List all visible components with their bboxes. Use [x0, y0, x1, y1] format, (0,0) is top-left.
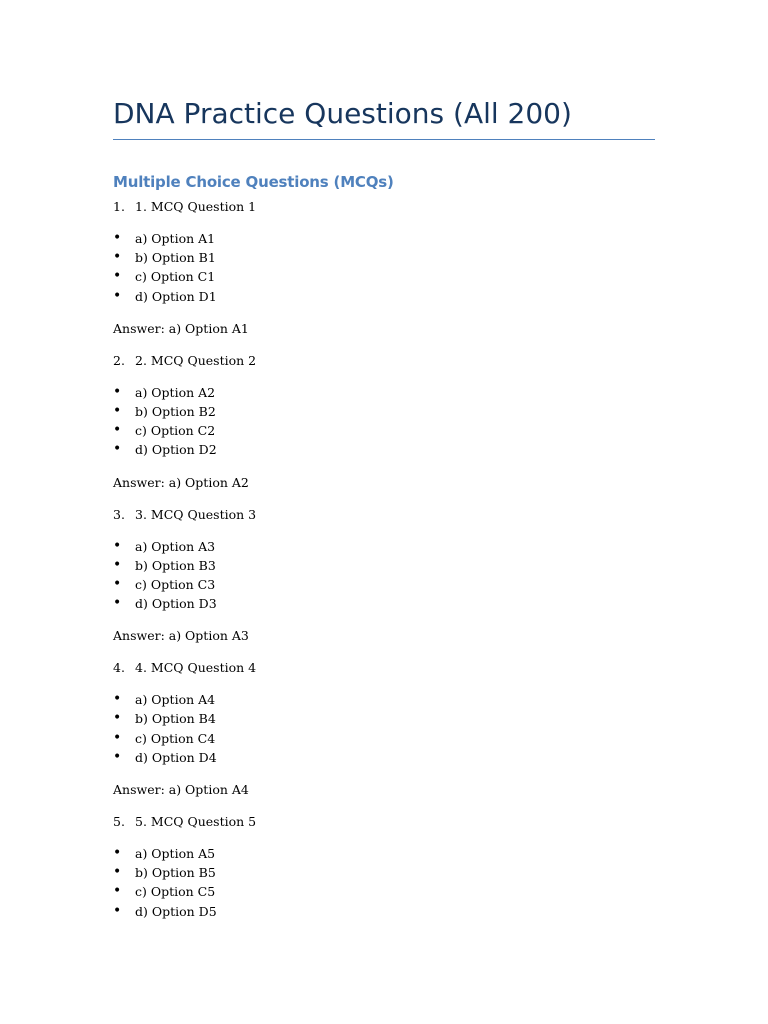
option-item — [113, 383, 673, 402]
question-line — [113, 197, 673, 216]
bullet-icon: • — [113, 729, 122, 746]
option-item — [113, 402, 673, 421]
question-item — [113, 197, 673, 338]
bullet-icon: • — [113, 287, 122, 304]
answer-line: Answer: a) Option A2 — [113, 474, 249, 490]
option-text: d) Option D2 — [135, 442, 217, 458]
bullet-icon: • — [113, 883, 122, 900]
question-item — [113, 658, 673, 799]
option-item — [113, 575, 673, 594]
option-item — [113, 882, 673, 901]
option-item — [113, 709, 673, 728]
option-text: a) Option A4 — [135, 692, 216, 708]
option-item — [113, 748, 673, 767]
option-item — [113, 690, 673, 709]
option-item — [113, 229, 673, 248]
question-line — [113, 812, 673, 831]
option-text: d) Option D3 — [135, 596, 217, 612]
option-text: c) Option C5 — [135, 884, 216, 900]
bullet-icon: • — [113, 422, 122, 439]
bullet-icon: • — [113, 575, 122, 592]
bullet-icon: • — [113, 748, 122, 765]
bullet-icon: • — [113, 595, 122, 612]
option-item — [113, 440, 673, 459]
option-text: c) Option C4 — [135, 730, 216, 746]
option-item — [113, 537, 673, 556]
option-text: b) Option B4 — [135, 711, 216, 727]
answer-line: Answer: a) Option A1 — [113, 320, 249, 336]
option-text: b) Option B3 — [135, 557, 216, 573]
option-list — [113, 537, 673, 614]
bullet-icon: • — [113, 537, 122, 554]
bullet-icon: • — [113, 902, 122, 919]
bullet-icon: • — [113, 383, 122, 400]
question-number: 2. — [113, 352, 125, 368]
option-text: c) Option C2 — [135, 423, 216, 439]
bullet-icon: • — [113, 441, 122, 458]
document-title: DNA Practice Questions (All 200) — [113, 97, 572, 130]
answer-line: Answer: a) Option A3 — [113, 628, 249, 644]
bullet-icon: • — [113, 845, 122, 861]
option-list — [113, 844, 673, 921]
option-item — [113, 267, 673, 286]
option-text: a) Option A2 — [135, 384, 216, 400]
title-underline-rule — [113, 139, 655, 140]
option-text: d) Option D5 — [135, 903, 217, 919]
question-number: 3. — [113, 506, 125, 522]
question-item — [113, 812, 673, 921]
question-line — [113, 351, 673, 370]
question-text: 4. MCQ Question 4 — [135, 660, 257, 676]
option-text: b) Option B1 — [135, 250, 216, 266]
option-item — [113, 902, 673, 921]
option-item — [113, 844, 673, 863]
bullet-icon: • — [113, 249, 122, 266]
option-item — [113, 421, 673, 440]
option-text: c) Option C3 — [135, 576, 216, 592]
option-text: a) Option A1 — [135, 231, 216, 246]
question-list — [113, 197, 673, 921]
bullet-icon: • — [113, 556, 122, 573]
question-text: 3. MCQ Question 3 — [135, 506, 257, 522]
bullet-icon: • — [113, 691, 122, 708]
question-item — [113, 505, 673, 646]
option-item — [113, 287, 673, 306]
option-text: b) Option B5 — [135, 865, 216, 881]
question-number: 4. — [113, 660, 125, 676]
section-heading: Multiple Choice Questions (MCQs) — [113, 173, 394, 191]
question-number: 1. — [113, 199, 125, 214]
bullet-icon: • — [113, 402, 122, 419]
option-item — [113, 729, 673, 748]
question-text: 5. MCQ Question 5 — [135, 814, 257, 829]
option-item — [113, 556, 673, 575]
question-line — [113, 658, 673, 677]
question-text: 2. MCQ Question 2 — [135, 352, 257, 368]
option-list — [113, 229, 673, 306]
question-line — [113, 505, 673, 524]
option-list — [113, 690, 673, 767]
option-item — [113, 594, 673, 613]
bullet-icon: • — [113, 268, 122, 285]
answer-line: Answer: a) Option A4 — [113, 782, 249, 797]
bullet-icon: • — [113, 710, 122, 727]
question-text: 1. MCQ Question 1 — [135, 199, 257, 214]
option-text: b) Option B2 — [135, 403, 216, 419]
option-item — [113, 248, 673, 267]
option-text: d) Option D1 — [135, 288, 217, 304]
option-text: d) Option D4 — [135, 749, 217, 765]
option-item — [113, 863, 673, 882]
option-list — [113, 383, 673, 460]
option-text: a) Option A3 — [135, 538, 216, 554]
question-number: 5. — [113, 814, 125, 829]
option-text: c) Option C1 — [135, 269, 216, 285]
option-text: a) Option A5 — [135, 846, 216, 861]
question-item — [113, 351, 673, 492]
bullet-icon: • — [113, 864, 122, 881]
bullet-icon: • — [113, 230, 122, 246]
